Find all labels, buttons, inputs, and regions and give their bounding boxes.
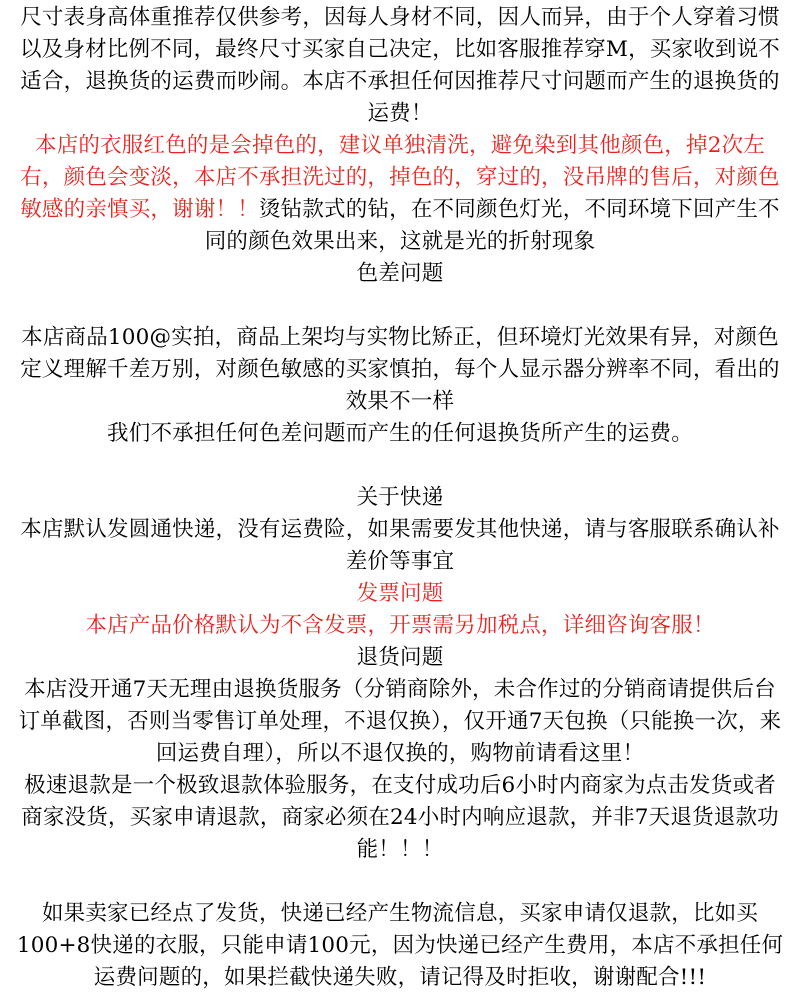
color-diff-title: 色差问题 <box>356 261 444 286</box>
diamond-notice: 烫钻款式的钻，在不同颜色灯光，不同环境下回产生不同的颜色效果出来，这就是光的折射现象 <box>204 197 780 254</box>
red-fade-warning: 本店的衣服红色的是会掉色的，建议单独清洗，避免染到其他颜色，掉2次左右，颜色会变淡，本店不承担洗过的，掉色的，穿过的，没吊牌的售后，对颜色敏感的亲慎买，谢谢！！ <box>20 133 780 222</box>
invoice-body: 本店产品价格默认为不含发票，开票需另加税点，详细咨询客服！ <box>85 613 715 638</box>
sizing-notice: 尺寸表身高体重推荐仅供参考，因每人身材不同，因人而异，由于个人穿着习惯以及身材比例不同，最终尺寸买家自己决定，比如客服推荐穿M，买家收到说不适合，退换货的运费而吵闹。本店不承担任何因推荐尺寸问题而产生的退换货的运费！ <box>19 5 781 126</box>
color-diff-body: 本店商品100@实拍，商品上架均与实物比矫正，但环境灯光效果有异，对颜色定义理解千差万别，对颜色敏感的买家慎拍，每个人显示器分辨率不同，看出的效果不一样 <box>20 325 780 414</box>
returns-body: 本店没开通7天无理由退换货服务（分销商除外，未合作过的分销商请提供后台订单截图，否则当零售订单处理，不退仅换），仅开通7天包换（只能换一次，来回运费自理），所以不退仅换的，购物前请看这里！ <box>18 677 782 766</box>
color-diff-footer: 我们不承担任何色差问题而产生的任何退换货所产生的运费。 <box>107 421 693 446</box>
invoice-title: 发票问题 <box>356 581 444 606</box>
shipping-title: 关于快递 <box>356 485 444 510</box>
returns-title: 退货问题 <box>356 645 444 670</box>
red-fade-paragraph <box>16 130 784 258</box>
shipping-body: 本店默认发圆通快递，没有运费险，如果需要发其他快递，请与客服联系确认补差价等事宜 <box>20 517 780 574</box>
section-gap <box>16 866 784 898</box>
section-gap <box>16 290 784 322</box>
refund-only-body: 如果卖家已经点了发货，快递已经产生物流信息，买家申请仅退款，比如买100+8快递的衣服，只能申请100元，因为快递已经产生费用，本店不承担任何运费问题的，如果拦截快递失败，请记得及时拒收，谢谢配合!!! <box>16 901 784 990</box>
fast-refund-body: 极速退款是一个极致退款体验服务，在支付成功后6小时内商家为点击发货或者商家没货，买家申请退款，商家必须在24小时内响应退款，并非7天退货退款功能！！！ <box>21 773 779 862</box>
section-gap <box>16 450 784 482</box>
